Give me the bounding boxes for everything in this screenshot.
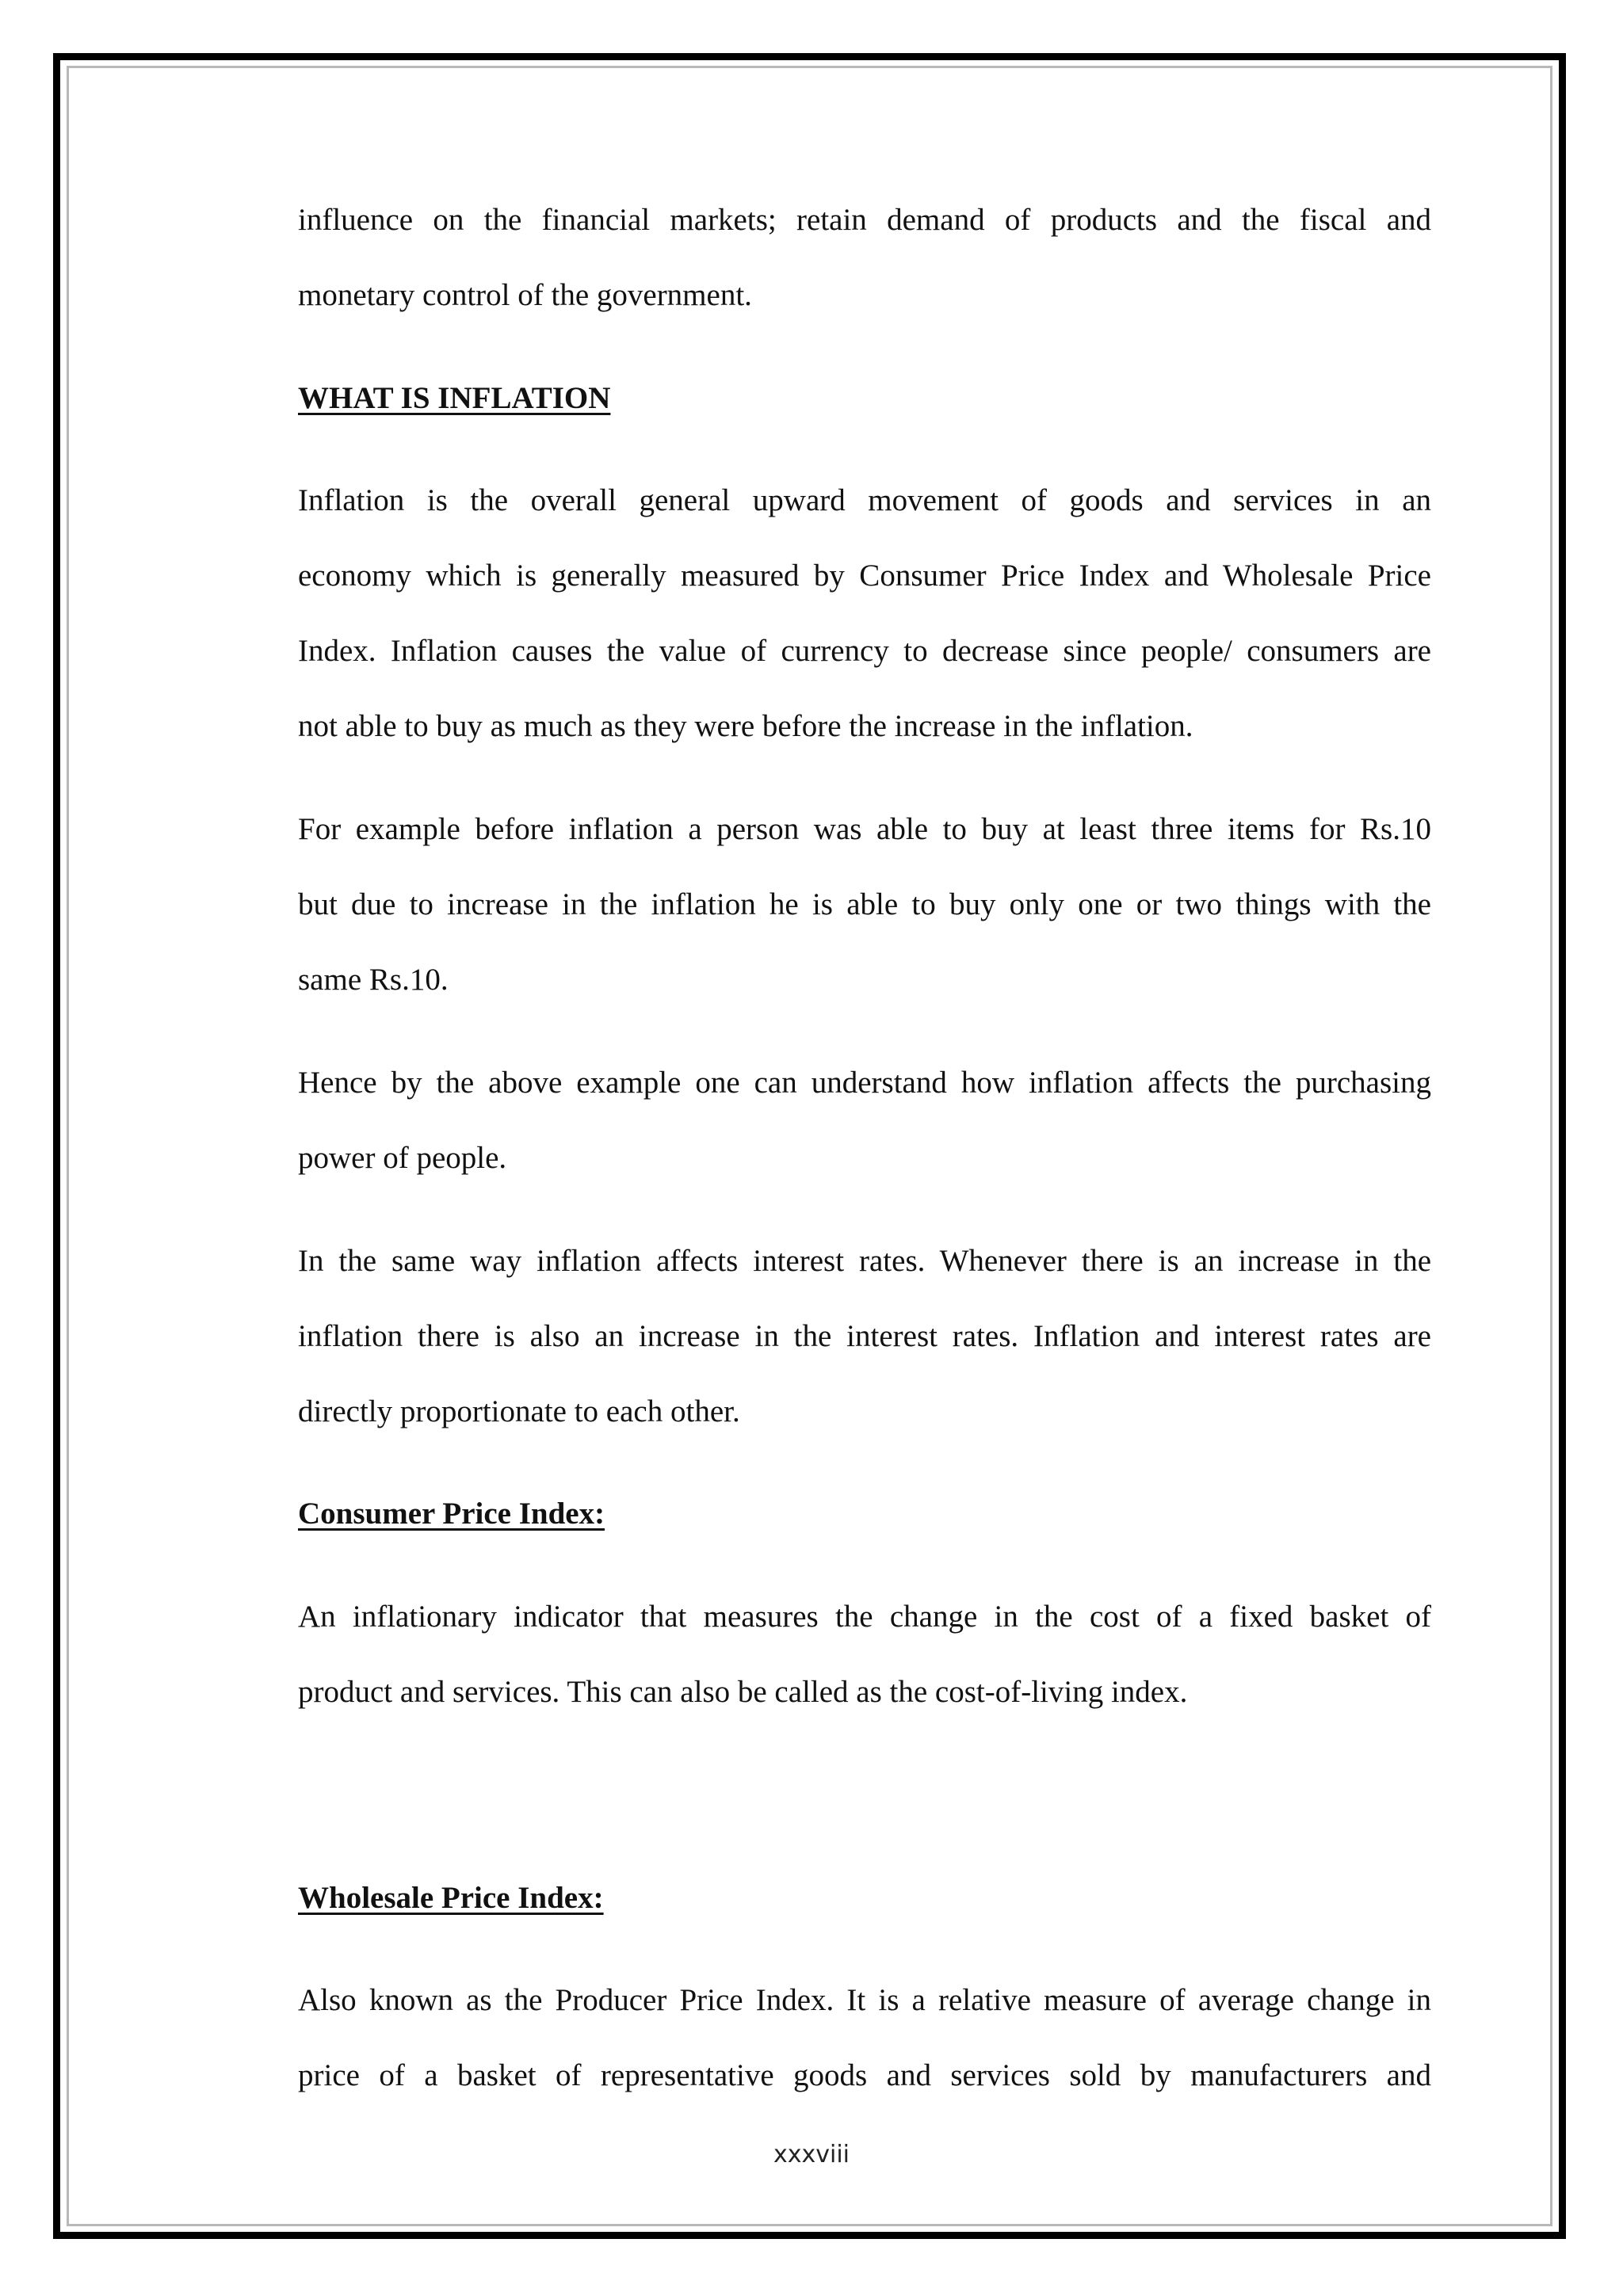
text-line: For example before inflation a person was able to buy at least three items for Rs.10 — [298, 812, 1431, 846]
page-number: xxxviii — [773, 2141, 850, 2168]
text-line: power of people. — [298, 1141, 507, 1175]
section-heading-cpi: Consumer Price Index: — [298, 1497, 605, 1531]
text-line: but due to increase in the inflation he is able to buy only one or two things with the — [298, 887, 1431, 921]
text-line: Index. Inflation causes the value of currency to decrease since people/ consumers are — [298, 634, 1431, 668]
text-line: inflation there is also an increase in the interest rates. Inflation and interest rates are — [298, 1319, 1431, 1353]
text-line: economy which is generally measured by Consumer Price Index and Wholesale Price — [298, 559, 1431, 593]
text-line: monetary control of the government. — [298, 278, 752, 312]
text-line: directly proportionate to each other. — [298, 1394, 740, 1428]
text-line: product and services. This can also be called as the cost-of-living index. — [298, 1675, 1188, 1709]
section-heading-wpi: Wholesale Price Index: — [298, 1881, 604, 1915]
text-line: In the same way inflation affects interest rates. Whenever there is an increase in the — [298, 1244, 1431, 1278]
text-line: price of a basket of representative goods and services sold by manufacturers and — [298, 2058, 1431, 2092]
section-heading-inflation: WHAT IS INFLATION — [298, 381, 611, 415]
text-line: Also known as the Producer Price Index. It is a relative measure of average change in — [298, 1983, 1431, 2017]
text-line: An inflationary indicator that measures the change in the cost of a fixed basket of — [298, 1600, 1431, 1634]
text-line: influence on the financial markets; retain demand of products and the fiscal and — [298, 203, 1431, 237]
text-line: Inflation is the overall general upward movement of goods and services in an — [298, 483, 1431, 517]
text-line: not able to buy as much as they were before the increase in the inflation. — [298, 709, 1193, 743]
text-line: same Rs.10. — [298, 963, 449, 997]
text-line: Hence by the above example one can understand how inflation affects the purchasing — [298, 1066, 1431, 1100]
